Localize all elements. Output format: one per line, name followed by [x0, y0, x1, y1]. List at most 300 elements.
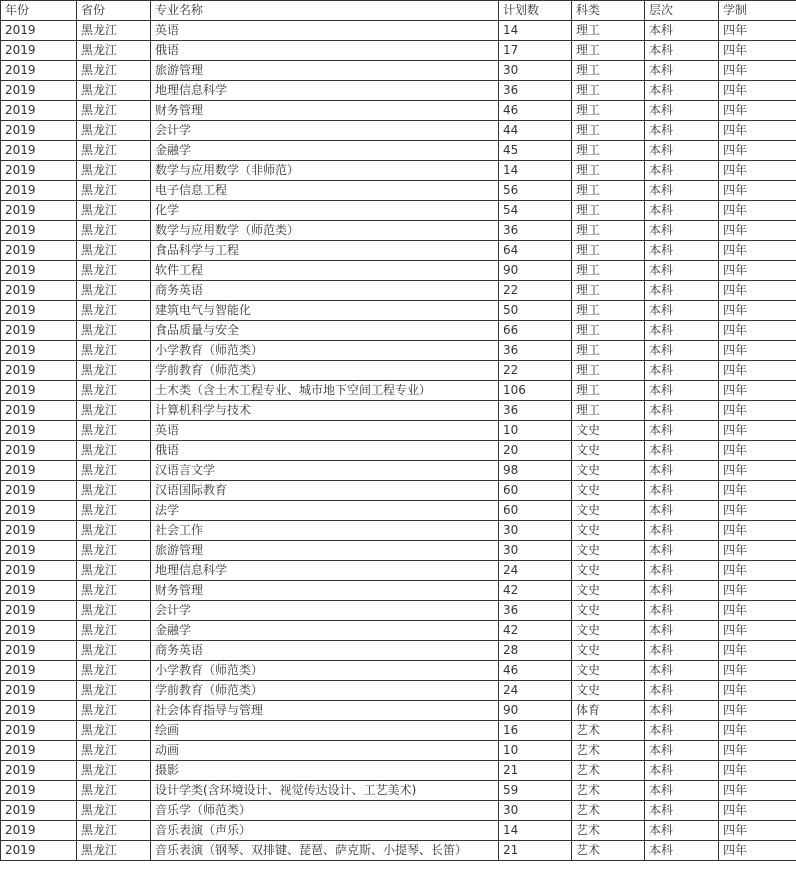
cell-level: 本科 [645, 741, 719, 761]
table-row [1, 261, 796, 281]
cell-plan-count: 36 [499, 81, 572, 101]
cell-duration: 四年 [719, 621, 796, 641]
cell-duration: 四年 [719, 401, 796, 421]
cell-year: 2019 [1, 801, 77, 821]
cell-plan-count: 46 [499, 101, 572, 121]
cell-province: 黑龙江 [77, 341, 151, 361]
cell-year: 2019 [1, 841, 77, 861]
cell-year: 2019 [1, 481, 77, 501]
header-level: 层次 [645, 1, 719, 21]
cell-province: 黑龙江 [77, 361, 151, 381]
cell-province: 黑龙江 [77, 761, 151, 781]
cell-plan-count: 59 [499, 781, 572, 801]
cell-category: 文史 [572, 641, 645, 661]
cell-duration: 四年 [719, 101, 796, 121]
cell-year: 2019 [1, 421, 77, 441]
cell-province: 黑龙江 [77, 541, 151, 561]
cell-duration: 四年 [719, 821, 796, 841]
cell-category: 理工 [572, 281, 645, 301]
cell-province: 黑龙江 [77, 321, 151, 341]
cell-year: 2019 [1, 41, 77, 61]
cell-year: 2019 [1, 181, 77, 201]
table-row [1, 641, 796, 661]
cell-duration: 四年 [719, 21, 796, 41]
cell-category: 文史 [572, 541, 645, 561]
cell-level: 本科 [645, 681, 719, 701]
cell-province: 黑龙江 [77, 181, 151, 201]
cell-duration: 四年 [719, 581, 796, 601]
cell-year: 2019 [1, 341, 77, 361]
cell-plan-count: 36 [499, 401, 572, 421]
cell-level: 本科 [645, 401, 719, 421]
cell-category: 理工 [572, 401, 645, 421]
cell-major: 金融学 [151, 141, 499, 161]
cell-province: 黑龙江 [77, 501, 151, 521]
cell-major: 软件工程 [151, 261, 499, 281]
table-row [1, 721, 796, 741]
cell-major: 化学 [151, 201, 499, 221]
cell-province: 黑龙江 [77, 421, 151, 441]
cell-duration: 四年 [719, 801, 796, 821]
cell-level: 本科 [645, 701, 719, 721]
cell-category: 理工 [572, 81, 645, 101]
table-row [1, 361, 796, 381]
cell-year: 2019 [1, 441, 77, 461]
cell-plan-count: 14 [499, 21, 572, 41]
table-row [1, 401, 796, 421]
cell-province: 黑龙江 [77, 821, 151, 841]
cell-duration: 四年 [719, 301, 796, 321]
cell-major: 汉语言文学 [151, 461, 499, 481]
cell-category: 文史 [572, 621, 645, 641]
cell-duration: 四年 [719, 721, 796, 741]
cell-year: 2019 [1, 501, 77, 521]
cell-year: 2019 [1, 741, 77, 761]
cell-duration: 四年 [719, 741, 796, 761]
cell-plan-count: 30 [499, 61, 572, 81]
table-row [1, 761, 796, 781]
table-row [1, 61, 796, 81]
cell-duration: 四年 [719, 261, 796, 281]
cell-year: 2019 [1, 301, 77, 321]
cell-year: 2019 [1, 81, 77, 101]
table-row [1, 221, 796, 241]
table-row [1, 461, 796, 481]
cell-duration: 四年 [719, 481, 796, 501]
cell-category: 理工 [572, 161, 645, 181]
cell-year: 2019 [1, 461, 77, 481]
cell-plan-count: 10 [499, 421, 572, 441]
cell-level: 本科 [645, 781, 719, 801]
cell-year: 2019 [1, 641, 77, 661]
cell-year: 2019 [1, 661, 77, 681]
cell-duration: 四年 [719, 501, 796, 521]
cell-level: 本科 [645, 621, 719, 641]
cell-major: 数学与应用数学（非师范） [151, 161, 499, 181]
table-row [1, 21, 796, 41]
table-row [1, 521, 796, 541]
table-row [1, 241, 796, 261]
cell-year: 2019 [1, 521, 77, 541]
cell-major: 金融学 [151, 621, 499, 641]
cell-year: 2019 [1, 241, 77, 261]
cell-plan-count: 98 [499, 461, 572, 481]
cell-level: 本科 [645, 461, 719, 481]
cell-major: 英语 [151, 21, 499, 41]
cell-major: 电子信息工程 [151, 181, 499, 201]
cell-province: 黑龙江 [77, 741, 151, 761]
cell-category: 文史 [572, 441, 645, 461]
cell-duration: 四年 [719, 441, 796, 461]
cell-province: 黑龙江 [77, 301, 151, 321]
cell-level: 本科 [645, 801, 719, 821]
cell-province: 黑龙江 [77, 641, 151, 661]
cell-category: 文史 [572, 661, 645, 681]
cell-category: 理工 [572, 141, 645, 161]
cell-plan-count: 42 [499, 621, 572, 641]
cell-category: 理工 [572, 121, 645, 141]
cell-category: 理工 [572, 181, 645, 201]
cell-major: 数学与应用数学（师范类） [151, 221, 499, 241]
table-row [1, 621, 796, 641]
cell-province: 黑龙江 [77, 481, 151, 501]
cell-province: 黑龙江 [77, 201, 151, 221]
cell-level: 本科 [645, 341, 719, 361]
cell-year: 2019 [1, 681, 77, 701]
cell-plan-count: 30 [499, 521, 572, 541]
table-row [1, 281, 796, 301]
cell-level: 本科 [645, 301, 719, 321]
cell-plan-count: 30 [499, 801, 572, 821]
cell-year: 2019 [1, 121, 77, 141]
header-year: 年份 [1, 1, 77, 21]
table-row [1, 841, 796, 861]
table-body [1, 21, 796, 861]
cell-level: 本科 [645, 661, 719, 681]
cell-province: 黑龙江 [77, 41, 151, 61]
cell-plan-count: 22 [499, 361, 572, 381]
cell-duration: 四年 [719, 701, 796, 721]
cell-major: 小学教育（师范类） [151, 341, 499, 361]
cell-level: 本科 [645, 421, 719, 441]
cell-year: 2019 [1, 281, 77, 301]
cell-plan-count: 24 [499, 561, 572, 581]
cell-level: 本科 [645, 581, 719, 601]
cell-level: 本科 [645, 381, 719, 401]
cell-province: 黑龙江 [77, 121, 151, 141]
cell-plan-count: 36 [499, 221, 572, 241]
cell-level: 本科 [645, 261, 719, 281]
cell-province: 黑龙江 [77, 81, 151, 101]
cell-duration: 四年 [719, 661, 796, 681]
cell-level: 本科 [645, 761, 719, 781]
cell-level: 本科 [645, 201, 719, 221]
cell-plan-count: 21 [499, 841, 572, 861]
cell-level: 本科 [645, 541, 719, 561]
cell-duration: 四年 [719, 341, 796, 361]
header-province: 省份 [77, 1, 151, 21]
header-row [1, 1, 796, 21]
cell-plan-count: 50 [499, 301, 572, 321]
cell-province: 黑龙江 [77, 21, 151, 41]
table-row [1, 321, 796, 341]
cell-duration: 四年 [719, 641, 796, 661]
cell-major: 地理信息科学 [151, 561, 499, 581]
cell-province: 黑龙江 [77, 701, 151, 721]
table-row [1, 201, 796, 221]
cell-category: 艺术 [572, 801, 645, 821]
cell-major: 食品科学与工程 [151, 241, 499, 261]
cell-province: 黑龙江 [77, 261, 151, 281]
table-row [1, 601, 796, 621]
table-row [1, 121, 796, 141]
header-duration: 学制 [719, 1, 796, 21]
table-row [1, 381, 796, 401]
cell-province: 黑龙江 [77, 561, 151, 581]
cell-duration: 四年 [719, 221, 796, 241]
cell-province: 黑龙江 [77, 141, 151, 161]
cell-major: 会计学 [151, 601, 499, 621]
cell-province: 黑龙江 [77, 581, 151, 601]
cell-level: 本科 [645, 281, 719, 301]
cell-category: 文史 [572, 681, 645, 701]
cell-duration: 四年 [719, 541, 796, 561]
cell-plan-count: 42 [499, 581, 572, 601]
table-row [1, 161, 796, 181]
cell-year: 2019 [1, 21, 77, 41]
cell-year: 2019 [1, 201, 77, 221]
cell-plan-count: 22 [499, 281, 572, 301]
cell-level: 本科 [645, 221, 719, 241]
table-row [1, 481, 796, 501]
cell-category: 体育 [572, 701, 645, 721]
cell-major: 音乐表演（钢琴、双排键、琵琶、萨克斯、小提琴、长笛） [151, 841, 499, 861]
cell-major: 计算机科学与技术 [151, 401, 499, 421]
header-major: 专业名称 [151, 1, 499, 21]
cell-duration: 四年 [719, 761, 796, 781]
table-row [1, 681, 796, 701]
cell-level: 本科 [645, 41, 719, 61]
cell-plan-count: 20 [499, 441, 572, 461]
cell-duration: 四年 [719, 781, 796, 801]
cell-plan-count: 60 [499, 481, 572, 501]
cell-category: 文史 [572, 561, 645, 581]
table-row [1, 81, 796, 101]
cell-level: 本科 [645, 81, 719, 101]
cell-year: 2019 [1, 101, 77, 121]
cell-level: 本科 [645, 161, 719, 181]
cell-duration: 四年 [719, 381, 796, 401]
header-plan-count: 计划数 [499, 1, 572, 21]
cell-province: 黑龙江 [77, 801, 151, 821]
cell-plan-count: 24 [499, 681, 572, 701]
cell-duration: 四年 [719, 361, 796, 381]
table-row [1, 541, 796, 561]
cell-level: 本科 [645, 721, 719, 741]
cell-category: 文史 [572, 601, 645, 621]
cell-province: 黑龙江 [77, 221, 151, 241]
cell-plan-count: 90 [499, 701, 572, 721]
table-row [1, 181, 796, 201]
table-row [1, 41, 796, 61]
cell-province: 黑龙江 [77, 681, 151, 701]
cell-year: 2019 [1, 561, 77, 581]
cell-major: 学前教育（师范类） [151, 681, 499, 701]
cell-year: 2019 [1, 141, 77, 161]
cell-category: 文史 [572, 521, 645, 541]
cell-duration: 四年 [719, 601, 796, 621]
cell-plan-count: 45 [499, 141, 572, 161]
cell-year: 2019 [1, 61, 77, 81]
cell-major: 旅游管理 [151, 61, 499, 81]
cell-major: 小学教育（师范类） [151, 661, 499, 681]
cell-province: 黑龙江 [77, 281, 151, 301]
cell-duration: 四年 [719, 181, 796, 201]
cell-duration: 四年 [719, 61, 796, 81]
cell-province: 黑龙江 [77, 781, 151, 801]
cell-plan-count: 54 [499, 201, 572, 221]
cell-major: 学前教育（师范类） [151, 361, 499, 381]
table-row [1, 141, 796, 161]
cell-province: 黑龙江 [77, 381, 151, 401]
cell-year: 2019 [1, 361, 77, 381]
cell-major: 商务英语 [151, 281, 499, 301]
cell-plan-count: 60 [499, 501, 572, 521]
cell-plan-count: 16 [499, 721, 572, 741]
cell-province: 黑龙江 [77, 661, 151, 681]
table-row [1, 821, 796, 841]
table-header [1, 1, 796, 21]
cell-category: 理工 [572, 101, 645, 121]
cell-year: 2019 [1, 381, 77, 401]
table-row [1, 781, 796, 801]
cell-duration: 四年 [719, 201, 796, 221]
cell-category: 理工 [572, 221, 645, 241]
cell-level: 本科 [645, 561, 719, 581]
cell-category: 艺术 [572, 721, 645, 741]
cell-category: 文史 [572, 461, 645, 481]
cell-year: 2019 [1, 781, 77, 801]
cell-year: 2019 [1, 621, 77, 641]
table-row [1, 441, 796, 461]
cell-duration: 四年 [719, 121, 796, 141]
cell-category: 理工 [572, 361, 645, 381]
cell-duration: 四年 [719, 841, 796, 861]
cell-duration: 四年 [719, 81, 796, 101]
cell-major: 绘画 [151, 721, 499, 741]
cell-duration: 四年 [719, 281, 796, 301]
cell-major: 土木类（含土木工程专业、城市地下空间工程专业） [151, 381, 499, 401]
cell-category: 文史 [572, 481, 645, 501]
cell-category: 文史 [572, 581, 645, 601]
cell-year: 2019 [1, 821, 77, 841]
cell-major: 地理信息科学 [151, 81, 499, 101]
cell-duration: 四年 [719, 141, 796, 161]
cell-category: 理工 [572, 21, 645, 41]
cell-category: 艺术 [572, 841, 645, 861]
cell-year: 2019 [1, 761, 77, 781]
cell-year: 2019 [1, 721, 77, 741]
cell-plan-count: 17 [499, 41, 572, 61]
table-row [1, 101, 796, 121]
cell-duration: 四年 [719, 241, 796, 261]
cell-level: 本科 [645, 21, 719, 41]
table-row [1, 561, 796, 581]
cell-province: 黑龙江 [77, 241, 151, 261]
cell-category: 文史 [572, 501, 645, 521]
cell-plan-count: 30 [499, 541, 572, 561]
cell-province: 黑龙江 [77, 601, 151, 621]
cell-category: 理工 [572, 321, 645, 341]
cell-major: 财务管理 [151, 581, 499, 601]
cell-category: 理工 [572, 381, 645, 401]
cell-major: 动画 [151, 741, 499, 761]
cell-level: 本科 [645, 821, 719, 841]
cell-plan-count: 28 [499, 641, 572, 661]
cell-plan-count: 46 [499, 661, 572, 681]
table-row [1, 501, 796, 521]
cell-level: 本科 [645, 481, 719, 501]
cell-province: 黑龙江 [77, 461, 151, 481]
table-row [1, 421, 796, 441]
cell-level: 本科 [645, 841, 719, 861]
cell-category: 理工 [572, 261, 645, 281]
cell-plan-count: 21 [499, 761, 572, 781]
cell-level: 本科 [645, 641, 719, 661]
header-category: 科类 [572, 1, 645, 21]
table-row [1, 341, 796, 361]
cell-plan-count: 14 [499, 821, 572, 841]
cell-level: 本科 [645, 441, 719, 461]
cell-level: 本科 [645, 181, 719, 201]
cell-level: 本科 [645, 601, 719, 621]
cell-plan-count: 66 [499, 321, 572, 341]
cell-major: 商务英语 [151, 641, 499, 661]
cell-plan-count: 44 [499, 121, 572, 141]
cell-major: 俄语 [151, 441, 499, 461]
cell-major: 汉语国际教育 [151, 481, 499, 501]
cell-major: 旅游管理 [151, 541, 499, 561]
cell-major: 会计学 [151, 121, 499, 141]
cell-plan-count: 10 [499, 741, 572, 761]
cell-major: 财务管理 [151, 101, 499, 121]
table-row [1, 581, 796, 601]
cell-province: 黑龙江 [77, 521, 151, 541]
cell-level: 本科 [645, 121, 719, 141]
cell-plan-count: 56 [499, 181, 572, 201]
cell-plan-count: 106 [499, 381, 572, 401]
cell-category: 艺术 [572, 761, 645, 781]
cell-major: 法学 [151, 501, 499, 521]
cell-category: 文史 [572, 421, 645, 441]
cell-year: 2019 [1, 401, 77, 421]
cell-category: 理工 [572, 241, 645, 261]
cell-major: 俄语 [151, 41, 499, 61]
cell-year: 2019 [1, 221, 77, 241]
cell-major: 英语 [151, 421, 499, 441]
cell-category: 艺术 [572, 741, 645, 761]
cell-category: 理工 [572, 61, 645, 81]
cell-province: 黑龙江 [77, 441, 151, 461]
cell-major: 社会体育指导与管理 [151, 701, 499, 721]
cell-duration: 四年 [719, 41, 796, 61]
cell-province: 黑龙江 [77, 621, 151, 641]
cell-duration: 四年 [719, 461, 796, 481]
cell-duration: 四年 [719, 681, 796, 701]
cell-category: 理工 [572, 201, 645, 221]
table-row [1, 301, 796, 321]
cell-major: 音乐学（师范类） [151, 801, 499, 821]
